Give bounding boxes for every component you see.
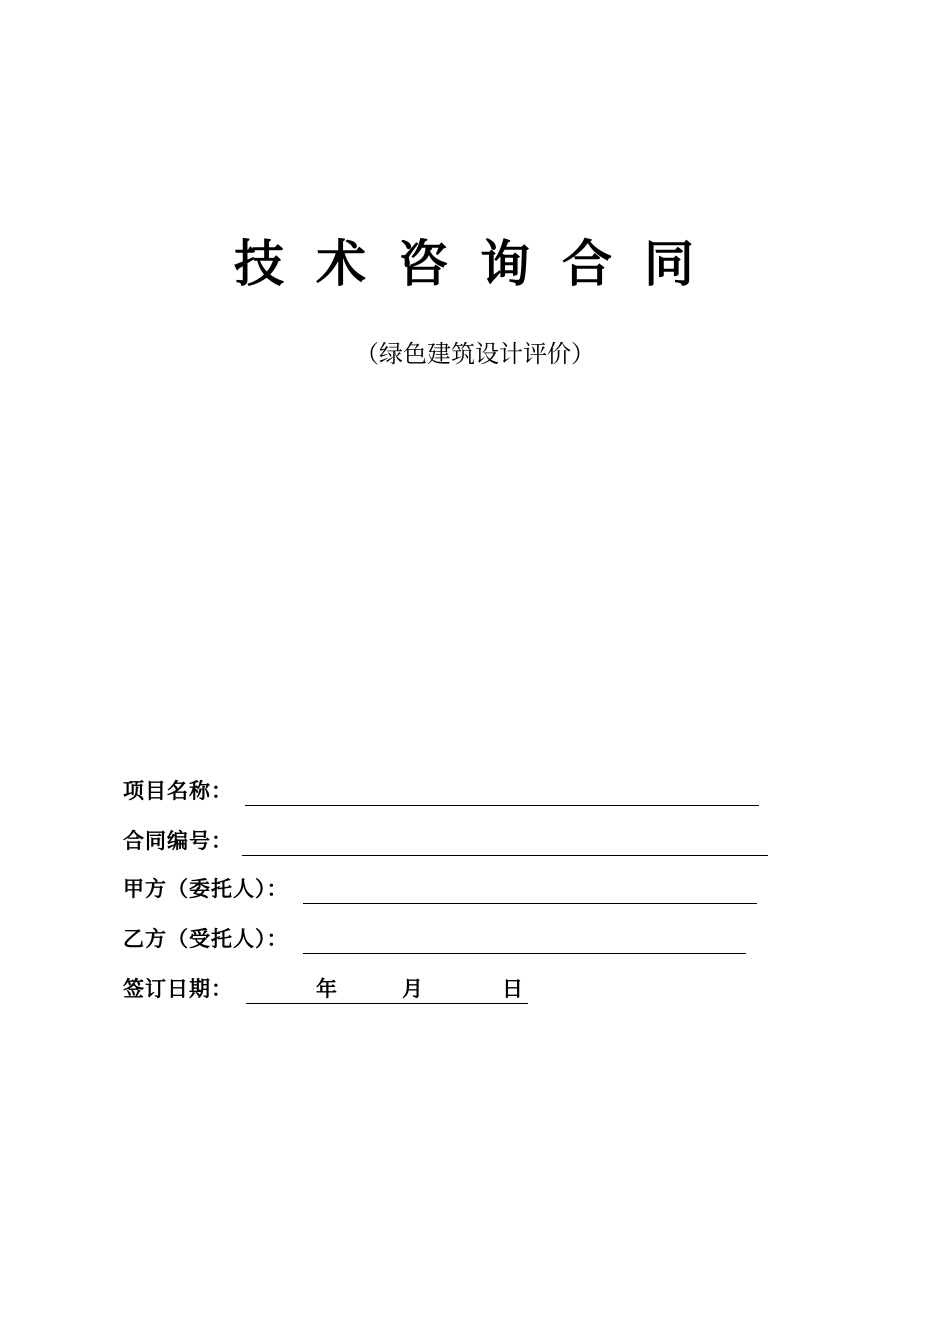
party-b-blank-line[interactable] xyxy=(303,931,746,954)
contract-number-field xyxy=(123,826,768,856)
day-unit: 日 xyxy=(502,977,523,1001)
project-name-field xyxy=(123,776,759,806)
party-b-field xyxy=(123,924,746,954)
sign-date-label: 签订日期： xyxy=(123,977,233,1001)
project-name-label: 项目名称： xyxy=(123,779,233,803)
sign-date-field xyxy=(123,974,528,1004)
project-name-blank-line[interactable] xyxy=(245,783,759,806)
document-subtitle: （绿色建筑设计评价） xyxy=(355,340,595,368)
contract-number-blank-line[interactable] xyxy=(242,833,768,856)
year-unit: 年 xyxy=(316,977,337,1001)
party-a-label: 甲方（委托人）： xyxy=(123,877,289,901)
party-a-field xyxy=(123,874,757,904)
contract-number-label: 合同编号： xyxy=(123,829,233,853)
sign-date-blank-line[interactable] xyxy=(246,975,528,1004)
party-b-label: 乙方（受托人）： xyxy=(123,927,289,951)
document-title: 技术咨询合同 xyxy=(234,234,726,293)
party-a-blank-line[interactable] xyxy=(303,881,757,904)
month-unit: 月 xyxy=(402,977,423,1001)
